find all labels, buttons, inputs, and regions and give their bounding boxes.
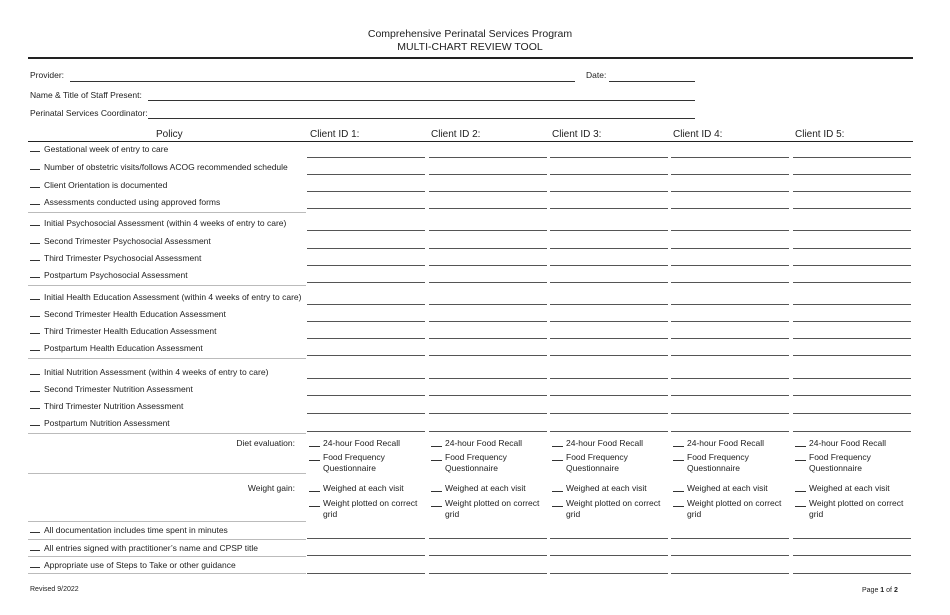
page-of: of	[884, 587, 894, 594]
policy-row	[30, 144, 168, 154]
client-1-entry-line[interactable]	[307, 157, 425, 158]
checkbox-blank[interactable]	[30, 181, 40, 188]
option-label: Food Frequency Questionnaire	[687, 452, 749, 473]
policy-row	[30, 543, 258, 553]
client-id-3-header: Client ID 3:	[552, 129, 602, 140]
checkbox-blank[interactable]	[30, 219, 40, 226]
client-1-entry-line[interactable]	[307, 413, 425, 414]
section-divider	[28, 433, 306, 434]
checkbox-blank[interactable]	[795, 446, 806, 447]
client-3-entry-line[interactable]	[550, 338, 668, 339]
client-3-entry-line[interactable]	[550, 555, 668, 556]
client-1-entry-line[interactable]	[307, 355, 425, 356]
client-3-entry-line[interactable]	[550, 265, 668, 266]
checkbox-blank[interactable]	[309, 491, 320, 492]
revised-date: Revised 9/2022	[30, 586, 79, 593]
client-4-entry-line[interactable]	[671, 573, 789, 574]
option-label: Food Frequency Questionnaire	[323, 452, 385, 473]
client-5-entry-line[interactable]	[793, 304, 911, 305]
checkbox-blank[interactable]	[673, 460, 684, 461]
policy-label: All documentation includes time spent in minutes	[44, 525, 228, 535]
client-2-entry-line[interactable]	[429, 248, 547, 249]
client-5-entry-line[interactable]	[793, 338, 911, 339]
client-2-entry-line[interactable]	[429, 321, 547, 322]
policy-row	[30, 309, 226, 319]
option-label: Weighed at each visit	[809, 483, 890, 493]
client-5-entry-line[interactable]	[793, 321, 911, 322]
checkbox-blank[interactable]	[30, 344, 40, 351]
client-4-entry-line[interactable]	[671, 431, 789, 432]
client-3-entry-line[interactable]	[550, 413, 668, 414]
policy-label: Third Trimester Nutrition Assessment	[44, 401, 184, 411]
client-id-5-header: Client ID 5:	[795, 129, 845, 140]
policy-row	[30, 343, 203, 353]
client-3-entry-line[interactable]	[550, 208, 668, 209]
option-label: Weighed at each visit	[445, 483, 526, 493]
option-label: Weight plotted on correct grid	[323, 498, 418, 519]
page-total: 2	[893, 587, 898, 594]
client-4-entry-line[interactable]	[671, 555, 789, 556]
page-prefix: Page	[862, 587, 881, 594]
checkbox-blank[interactable]	[30, 526, 40, 533]
policy-label: Client Orientation is documented	[44, 180, 168, 190]
client-4-entry-line[interactable]	[671, 304, 789, 305]
section-divider	[28, 473, 306, 474]
client-4-entry-line[interactable]	[671, 355, 789, 356]
client-5-entry-line[interactable]	[793, 538, 911, 539]
client-1-entry-line[interactable]	[307, 321, 425, 322]
policy-row	[30, 236, 211, 246]
client-4-entry-line[interactable]	[671, 413, 789, 414]
client-3-entry-line[interactable]	[550, 431, 668, 432]
client-id-1-header: Client ID 1:	[310, 129, 360, 140]
client-2-entry-line[interactable]	[429, 413, 547, 414]
checkbox-blank[interactable]	[309, 506, 320, 507]
client-3-entry-line[interactable]	[550, 248, 668, 249]
policy-label: Initial Health Education Assessment (within 4 weeks of entry to care)	[44, 292, 302, 302]
provider-label: Provider:	[30, 70, 65, 80]
diet-evaluation-label: Diet evaluation:	[236, 438, 295, 448]
option-label: 24-hour Food Recall	[323, 438, 401, 448]
date-input[interactable]	[609, 81, 695, 82]
policy-label: Second Trimester Health Education Assessment	[44, 309, 226, 319]
client-1-entry-line[interactable]	[307, 208, 425, 209]
policy-label: Initial Nutrition Assessment (within 4 weeks of entry to care)	[44, 367, 269, 377]
client-5-entry-line[interactable]	[793, 248, 911, 249]
policy-row	[30, 560, 236, 570]
checkbox-blank[interactable]	[30, 271, 40, 278]
client-2-entry-line[interactable]	[429, 555, 547, 556]
checkbox-blank[interactable]	[431, 506, 442, 507]
staff-label: Name & Title of Staff Present:	[30, 90, 142, 100]
client-4-entry-line[interactable]	[671, 208, 789, 209]
policy-row	[30, 525, 228, 535]
policy-label: Postpartum Psychosocial Assessment	[44, 270, 188, 280]
client-4-entry-line[interactable]	[671, 282, 789, 283]
checkbox-blank[interactable]	[30, 198, 40, 205]
option-label: 24-hour Food Recall	[445, 438, 523, 448]
checkbox-blank[interactable]	[30, 237, 40, 244]
client-5-entry-line[interactable]	[793, 282, 911, 283]
section-divider	[28, 539, 306, 540]
client-2-entry-line[interactable]	[429, 538, 547, 539]
client-4-entry-line[interactable]	[671, 538, 789, 539]
checkbox-blank[interactable]	[30, 402, 40, 409]
checkbox-blank[interactable]	[795, 506, 806, 507]
client-5-entry-line[interactable]	[793, 395, 911, 396]
option-label: Weighed at each visit	[566, 483, 647, 493]
provider-input[interactable]	[70, 81, 575, 82]
client-2-entry-line[interactable]	[429, 208, 547, 209]
client-5-entry-line[interactable]	[793, 265, 911, 266]
policy-row	[30, 162, 288, 172]
policy-label: Initial Psychosocial Assessment (within 4 weeks of entry to care)	[44, 218, 287, 228]
checkbox-blank[interactable]	[30, 544, 40, 551]
coordinator-label: Perinatal Services Coordinator:	[30, 108, 148, 118]
client-4-entry-line[interactable]	[671, 248, 789, 249]
policy-row	[30, 367, 268, 377]
checkbox-blank[interactable]	[309, 446, 320, 447]
checkbox-blank[interactable]	[795, 460, 806, 461]
client-1-entry-line[interactable]	[307, 248, 425, 249]
client-3-entry-line[interactable]	[550, 573, 668, 574]
client-2-entry-line[interactable]	[429, 304, 547, 305]
client-2-entry-line[interactable]	[429, 191, 547, 192]
policy-label: Assessments conducted using approved forms	[44, 197, 221, 207]
checkbox-blank[interactable]	[30, 145, 40, 152]
client-2-entry-line[interactable]	[429, 355, 547, 356]
client-3-entry-line[interactable]	[550, 355, 668, 356]
policy-label: Number of obstetric visits/follows ACOG recommended schedule	[44, 162, 288, 172]
client-4-entry-line[interactable]	[671, 174, 789, 175]
client-5-entry-line[interactable]	[793, 174, 911, 175]
policy-row	[30, 253, 201, 263]
section-divider	[28, 573, 306, 574]
option-label: 24-hour Food Recall	[809, 438, 887, 448]
client-5-entry-line[interactable]	[793, 555, 911, 556]
client-4-entry-line[interactable]	[671, 265, 789, 266]
client-2-entry-line[interactable]	[429, 378, 547, 379]
policy-header: Policy	[156, 129, 183, 140]
client-3-entry-line[interactable]	[550, 538, 668, 539]
client-1-entry-line[interactable]	[307, 431, 425, 432]
section-divider	[28, 521, 306, 522]
policy-label: Gestational week of entry to care	[44, 144, 169, 154]
client-5-entry-line[interactable]	[793, 157, 911, 158]
checkbox-blank[interactable]	[552, 446, 563, 447]
client-2-entry-line[interactable]	[429, 573, 547, 574]
client-4-entry-line[interactable]	[671, 378, 789, 379]
weight-gain-label: Weight gain:	[247, 483, 295, 493]
checkbox-blank[interactable]	[795, 491, 806, 492]
client-1-entry-line[interactable]	[307, 304, 425, 305]
client-1-entry-line[interactable]	[307, 191, 425, 192]
option-label: Food Frequency Questionnaire	[809, 452, 871, 473]
client-3-entry-line[interactable]	[550, 395, 668, 396]
checkbox-blank[interactable]	[30, 293, 40, 300]
client-5-entry-line[interactable]	[793, 573, 911, 574]
option-label: Weighed at each visit	[687, 483, 768, 493]
checkbox-blank[interactable]	[431, 446, 442, 447]
policy-row	[30, 180, 167, 190]
date-label: Date:	[586, 70, 607, 80]
client-4-entry-line[interactable]	[671, 395, 789, 396]
client-3-entry-line[interactable]	[550, 230, 668, 231]
checkbox-blank[interactable]	[673, 446, 684, 447]
checkbox-blank[interactable]	[30, 163, 40, 170]
policy-label: Third Trimester Psychosocial Assessment	[44, 253, 202, 263]
checkbox-blank[interactable]	[552, 460, 563, 461]
policy-label: Third Trimester Health Education Assessment	[44, 326, 217, 336]
section-divider	[28, 358, 306, 359]
section-divider	[28, 285, 306, 286]
checkbox-blank[interactable]	[552, 506, 563, 507]
client-1-entry-line[interactable]	[307, 230, 425, 231]
client-id-2-header: Client ID 2:	[431, 129, 481, 140]
checkbox-blank[interactable]	[431, 460, 442, 461]
page-current: 1	[880, 587, 885, 594]
table-header-rule	[28, 141, 913, 142]
checkbox-blank[interactable]	[30, 385, 40, 392]
client-3-entry-line[interactable]	[550, 321, 668, 322]
checkbox-blank[interactable]	[30, 310, 40, 317]
client-4-entry-line[interactable]	[671, 321, 789, 322]
client-2-entry-line[interactable]	[429, 338, 547, 339]
checkbox-blank[interactable]	[30, 561, 40, 568]
policy-label: Appropriate use of Steps to Take or other guidance	[44, 560, 236, 570]
client-1-entry-line[interactable]	[307, 538, 425, 539]
checkbox-blank[interactable]	[309, 460, 320, 461]
client-3-entry-line[interactable]	[550, 378, 668, 379]
policy-row	[30, 270, 188, 280]
client-1-entry-line[interactable]	[307, 395, 425, 396]
client-3-entry-line[interactable]	[550, 282, 668, 283]
client-3-entry-line[interactable]	[550, 157, 668, 158]
checkbox-blank[interactable]	[673, 506, 684, 507]
policy-label: Postpartum Health Education Assessment	[44, 343, 203, 353]
page-number	[862, 587, 898, 594]
client-1-entry-line[interactable]	[307, 573, 425, 574]
client-3-entry-line[interactable]	[550, 304, 668, 305]
policy-row	[30, 292, 301, 302]
option-label: 24-hour Food Recall	[566, 438, 644, 448]
checkbox-blank[interactable]	[552, 491, 563, 492]
option-label: Weight plotted on correct grid	[445, 498, 540, 519]
client-3-entry-line[interactable]	[550, 174, 668, 175]
client-4-entry-line[interactable]	[671, 230, 789, 231]
policy-label: Second Trimester Psychosocial Assessment	[44, 236, 211, 246]
staff-input[interactable]	[148, 100, 695, 101]
client-1-entry-line[interactable]	[307, 282, 425, 283]
option-label: Weight plotted on correct grid	[687, 498, 782, 519]
client-4-entry-line[interactable]	[671, 191, 789, 192]
client-5-entry-line[interactable]	[793, 191, 911, 192]
checkbox-blank[interactable]	[431, 491, 442, 492]
policy-row	[30, 197, 220, 207]
client-4-entry-line[interactable]	[671, 338, 789, 339]
client-4-entry-line[interactable]	[671, 157, 789, 158]
checkbox-blank[interactable]	[673, 491, 684, 492]
policy-row	[30, 384, 193, 394]
policy-row	[30, 401, 183, 411]
checkbox-blank[interactable]	[30, 368, 40, 375]
option-label: Weighed at each visit	[323, 483, 404, 493]
client-2-entry-line[interactable]	[429, 282, 547, 283]
client-1-entry-line[interactable]	[307, 265, 425, 266]
client-1-entry-line[interactable]	[307, 338, 425, 339]
policy-row	[30, 326, 216, 336]
client-5-entry-line[interactable]	[793, 208, 911, 209]
client-3-entry-line[interactable]	[550, 191, 668, 192]
client-1-entry-line[interactable]	[307, 174, 425, 175]
client-5-entry-line[interactable]	[793, 431, 911, 432]
policy-row	[30, 418, 170, 428]
checkbox-blank[interactable]	[30, 327, 40, 334]
policy-label: Second Trimester Nutrition Assessment	[44, 384, 193, 394]
client-2-entry-line[interactable]	[429, 230, 547, 231]
program-title: Comprehensive Perinatal Services Program	[367, 28, 573, 40]
client-5-entry-line[interactable]	[793, 378, 911, 379]
section-divider	[28, 556, 306, 557]
option-label: Weight plotted on correct grid	[566, 498, 661, 519]
client-5-entry-line[interactable]	[793, 355, 911, 356]
policy-label: Postpartum Nutrition Assessment	[44, 418, 170, 428]
option-label: Weight plotted on correct grid	[809, 498, 904, 519]
option-label: Food Frequency Questionnaire	[445, 452, 507, 473]
client-5-entry-line[interactable]	[793, 230, 911, 231]
client-2-entry-line[interactable]	[429, 157, 547, 158]
header-rule	[28, 57, 913, 59]
client-2-entry-line[interactable]	[429, 395, 547, 396]
checkbox-blank[interactable]	[30, 254, 40, 261]
client-1-entry-line[interactable]	[307, 378, 425, 379]
policy-row	[30, 218, 286, 228]
option-label: Food Frequency Questionnaire	[566, 452, 628, 473]
client-2-entry-line[interactable]	[429, 431, 547, 432]
policy-label: All entries signed with practitioner’s name and CPSP title	[44, 543, 259, 553]
client-2-entry-line[interactable]	[429, 265, 547, 266]
tool-title: MULTI-CHART REVIEW TOOL	[397, 41, 543, 53]
client-2-entry-line[interactable]	[429, 174, 547, 175]
coordinator-input[interactable]	[148, 118, 695, 119]
section-divider	[28, 212, 306, 213]
client-1-entry-line[interactable]	[307, 555, 425, 556]
option-label: 24-hour Food Recall	[687, 438, 765, 448]
checkbox-blank[interactable]	[30, 419, 40, 426]
client-id-4-header: Client ID 4:	[673, 129, 723, 140]
client-5-entry-line[interactable]	[793, 413, 911, 414]
